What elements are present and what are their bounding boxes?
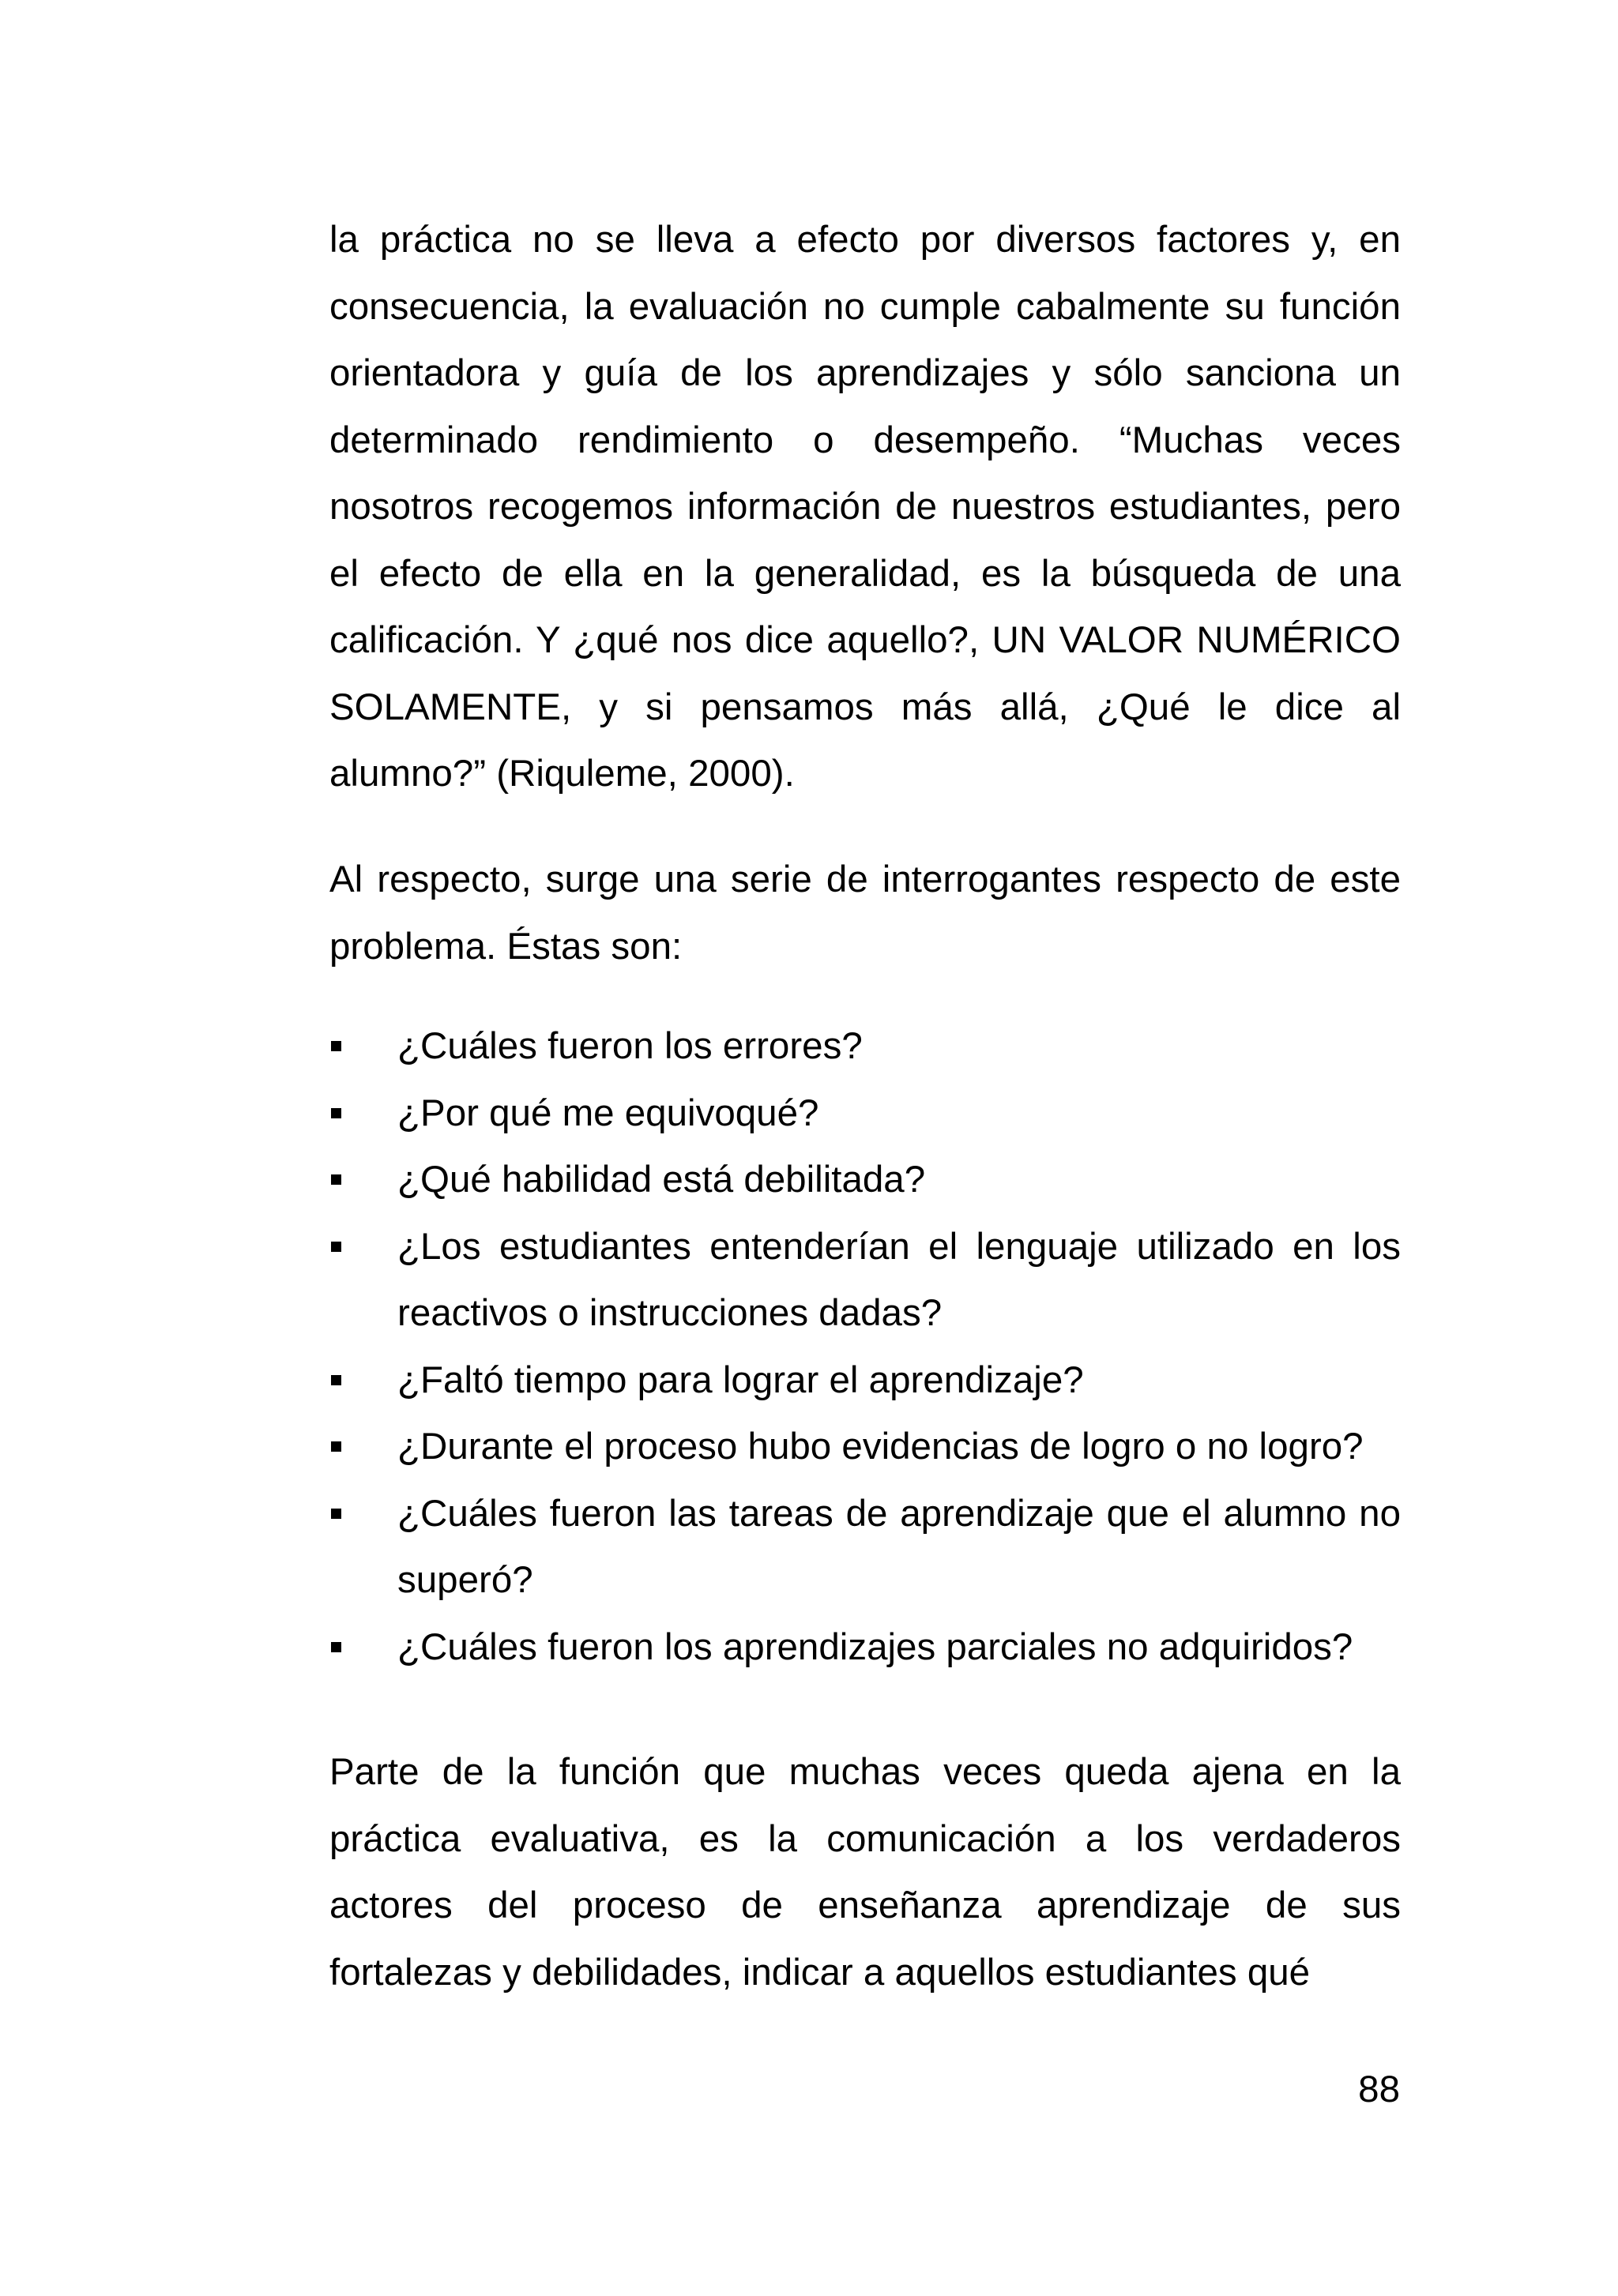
- paragraph-communication: Parte de la función que muchas veces queda ajena en la práctica evaluativa, es la comunicación a los verdaderos actores del proceso de enseñanza aprendizaje de sus fortalezas y debilidades, indicar a aquellos estudiantes qué: [329, 1751, 1401, 1993]
- question-text: ¿Los estudiantes entenderían el lenguaje utilizado en los reactivos o instrucciones dadas?: [397, 1225, 1401, 1334]
- question-text: ¿Cuáles fueron las tareas de aprendizaje que el alumno no superó?: [397, 1492, 1401, 1601]
- square-bullet-icon: [331, 1642, 341, 1652]
- list-item: [329, 1481, 1401, 1614]
- list-item: [329, 1080, 1401, 1148]
- square-bullet-icon: [331, 1441, 341, 1452]
- page-number: 88: [1358, 2069, 1400, 2110]
- question-text: ¿Faltó tiempo para lograr el aprendizaje?: [397, 1358, 1084, 1401]
- paragraph-intro: la práctica no se lleva a efecto por diversos factores y, en consecuencia, la evaluación no cumple cabalmente su función orientadora y guía de los aprendizajes y sólo sanciona un determinado rendimiento o desempeño. “Muchas veces nosotros recogemos información de nuestros estudiantes, pero el efecto de ella en la generalidad, es la búsqueda de una calificación. Y ¿qué nos dice aquello?, UN VALOR NUMÉRICO SOLAMENTE, y si pensamos más allá, ¿Qué le dice al alumno?” (Riquleme, 2000).: [329, 219, 1401, 795]
- question-text: ¿Cuáles fueron los aprendizajes parciales no adquiridos?: [397, 1625, 1353, 1668]
- questions-list: [329, 1013, 1401, 1681]
- paragraph-questions-intro: Al respecto, surge una serie de interrogantes respecto de este problema. Éstas son:: [329, 859, 1401, 968]
- list-item: [329, 1013, 1401, 1080]
- square-bullet-icon: [331, 1041, 341, 1051]
- list-item: [329, 1414, 1401, 1481]
- question-text: ¿Durante el proceso hubo evidencias de logro o no logro?: [397, 1426, 1364, 1467]
- question-text: ¿Cuáles fueron los errores?: [397, 1025, 863, 1067]
- list-item: [329, 1147, 1401, 1214]
- question-text: ¿Por qué me equivoqué?: [397, 1092, 819, 1134]
- question-text: ¿Qué habilidad está debilitada?: [397, 1159, 926, 1201]
- list-item: [329, 1214, 1401, 1347]
- square-bullet-icon: [331, 1509, 341, 1519]
- square-bullet-icon: [331, 1242, 341, 1252]
- square-bullet-icon: [331, 1174, 341, 1185]
- square-bullet-icon: [331, 1375, 341, 1385]
- list-item: [329, 1614, 1401, 1682]
- list-item: [329, 1347, 1401, 1415]
- square-bullet-icon: [331, 1108, 341, 1118]
